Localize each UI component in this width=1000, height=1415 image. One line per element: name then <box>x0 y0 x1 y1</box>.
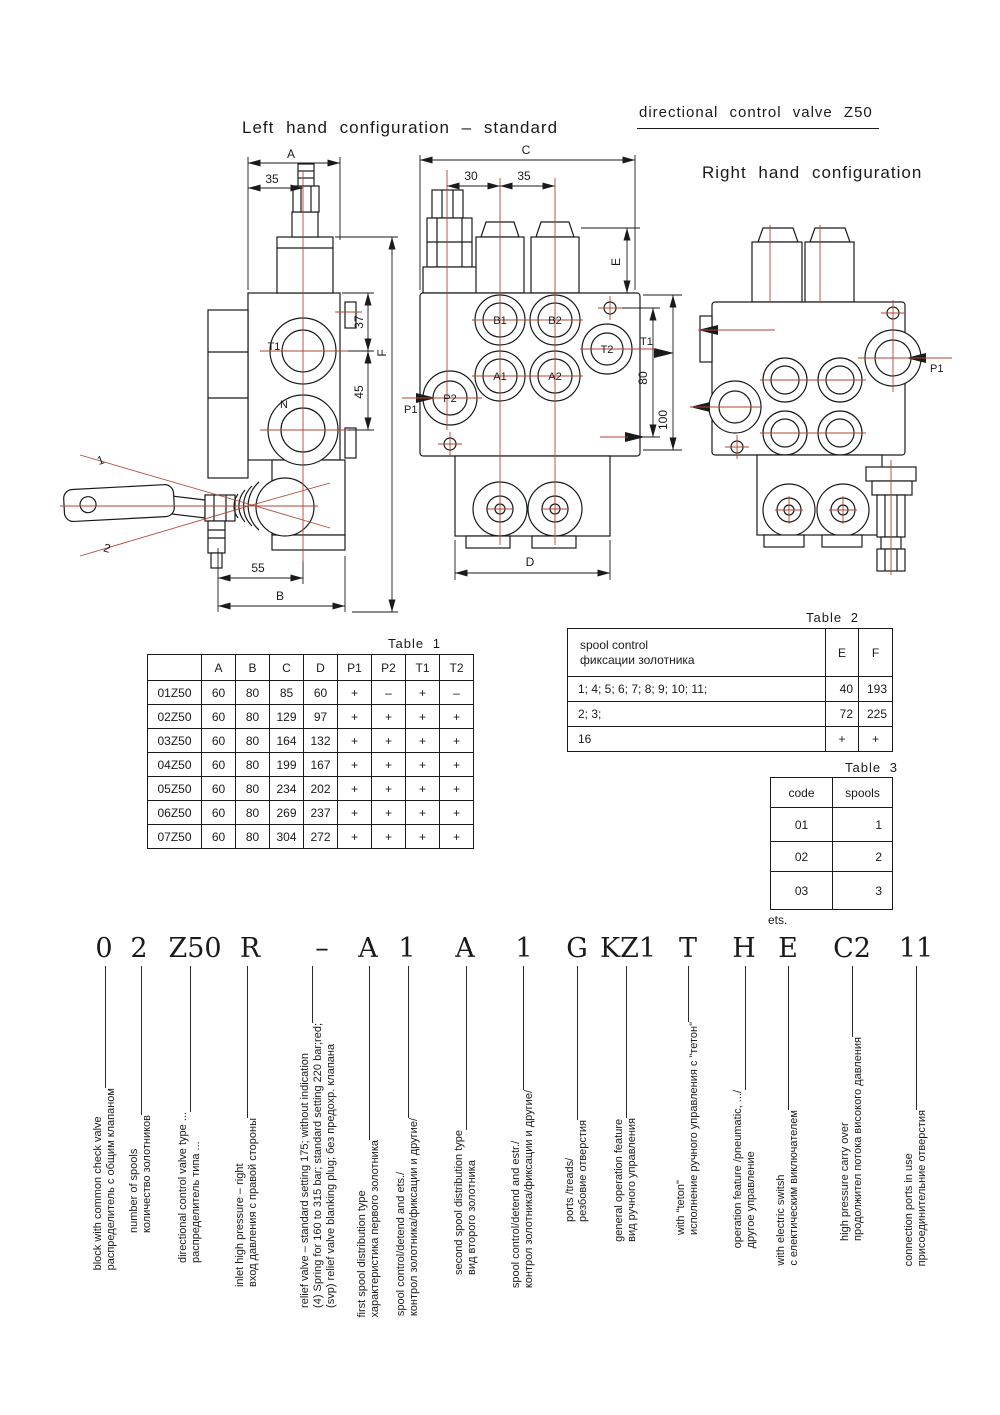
code-segment-4-char: – <box>315 933 329 964</box>
right-label-p1: P1 <box>930 363 944 375</box>
lever-pos2-label: 2 <box>101 540 113 556</box>
table-row: 05Z50 60 80 234 202 + + + + <box>148 777 474 801</box>
middle-valve-drawing <box>402 143 682 580</box>
code-segment-8-label: spool control/detend and estr./ контрол золотника/фиксации и другие/ <box>510 1090 535 1289</box>
t2-header-line1: spool control <box>580 637 649 652</box>
port-t1-label: T1 <box>267 341 281 353</box>
table-row: 03Z50 60 80 164 132 + + + + <box>148 729 474 753</box>
port-a2-label: A2 <box>548 371 562 383</box>
code-segment-12-line <box>745 966 746 1090</box>
code-segment-8-char: 1 <box>515 933 533 964</box>
code-segment-3-line <box>247 966 248 1118</box>
t1-h0 <box>148 655 202 681</box>
right-configuration-title: Right hand configuration <box>702 163 923 182</box>
code-segment-10-char: KZ1 <box>599 933 657 964</box>
spool-code-table <box>770 777 893 910</box>
dim-35b-label: 35 <box>517 169 531 183</box>
t3-h-code: code <box>771 778 833 808</box>
code-segment-11-label: with "teton" исполнение ручного управления с "тетон" <box>675 1022 700 1236</box>
t1-h2: B <box>236 655 270 681</box>
dim-c-label: C <box>521 143 531 157</box>
port-n-label: N <box>280 399 288 411</box>
code-segment-2-label: directional control valve type ... распределитель типа ... <box>177 1112 202 1264</box>
t1-h1: A <box>202 655 236 681</box>
port-b2-label: B2 <box>548 315 562 327</box>
port-b1-label: B1 <box>493 315 507 327</box>
t1-h4: D <box>304 655 338 681</box>
lever-pos1-label: 1 <box>95 452 107 468</box>
code-segment-7-line <box>466 966 467 1130</box>
table2-caption: Table 2 <box>806 610 859 625</box>
table-row: 1; 4; 5; 6; 7; 8; 9; 10; 11; 40 193 <box>568 677 893 702</box>
code-segment-8-line <box>523 966 524 1090</box>
t2-header-main <box>568 629 826 677</box>
table-row: 2; 3; 72 225 <box>568 702 893 727</box>
dim-55-label: 55 <box>251 561 265 575</box>
code-segment-7-char: A <box>455 933 475 964</box>
code-segment-3-char: R <box>239 933 261 964</box>
code-segment-4-label: relief valve – standard setting 175; without indication (4) Spring for 160 to 315 bar; standard setting 220 bar;red; (svp) relief valve blanking plug; без предохр. клапана <box>299 1023 337 1308</box>
code-segment-14-label: high pressure carry over продолжител потока високого давления <box>839 1037 864 1241</box>
t1-flow-arrow <box>654 348 674 358</box>
table-row: 04Z50 60 80 199 167 + + + + <box>148 753 474 777</box>
port-p2-label: P2 <box>443 393 457 405</box>
dim-f-label: F <box>375 349 389 357</box>
right-valve-drawing <box>690 225 952 575</box>
table-row <box>148 655 474 681</box>
code-segment-9-line <box>577 966 578 1120</box>
code-segment-1-line <box>141 966 142 1115</box>
t2-header-line2: фиксации золотника <box>580 652 695 667</box>
table-row: 06Z50 60 80 269 237 + + + + <box>148 801 474 825</box>
t1-h8: T2 <box>440 655 474 681</box>
code-segment-1-char: 2 <box>130 933 148 964</box>
code-segment-11-line <box>688 966 689 1022</box>
code-segment-12-label: operation feature /pneumatic, .../ другое управление <box>732 1090 757 1249</box>
control-lever <box>63 478 314 568</box>
valve-drawings <box>0 0 1000 650</box>
code-segment-12-char: H <box>732 933 756 964</box>
spool-control-table <box>567 628 893 752</box>
code-segment-15-line <box>916 966 917 1110</box>
code-segment-14-line <box>852 966 853 1037</box>
code-segment-14-char: C2 <box>833 933 871 964</box>
code-segment-4-line <box>312 966 313 1023</box>
dim-45-label: 45 <box>352 385 366 399</box>
t1-h5: P1 <box>338 655 372 681</box>
code-segment-15-char: 11 <box>898 933 934 964</box>
t1-h6: P2 <box>372 655 406 681</box>
t2-col-e: E <box>826 629 859 677</box>
left-configuration-title: Left hand configuration – standard <box>242 118 559 137</box>
t1-h7: T1 <box>406 655 440 681</box>
code-segment-5-label: first spool distribution type характеристика первого золотника <box>356 1140 381 1318</box>
code-segment-0-label: block with common check valve распределитель с общим клапаном <box>92 1088 117 1271</box>
table-row: 02Z50 60 80 129 97 + + + + <box>148 705 474 729</box>
table-row: 07Z50 60 80 304 272 + + + + <box>148 825 474 849</box>
dim-80-label: 80 <box>636 371 650 385</box>
code-segment-2-line <box>190 966 191 1112</box>
code-segment-6-line <box>408 966 409 1118</box>
code-segment-9-char: G <box>566 933 588 964</box>
table3-caption: Table 3 <box>845 760 898 775</box>
port-t2-label: T2 <box>600 344 614 356</box>
code-segment-11-char: T <box>678 933 697 964</box>
port-a1-label: A1 <box>493 371 507 383</box>
code-segment-15-label: connection ports in use присоединительние отверстия <box>903 1110 928 1267</box>
table-row <box>568 629 893 677</box>
left-valve-drawing <box>60 147 398 612</box>
code-segment-2-char: Z50 <box>168 933 222 964</box>
code-segment-1-label: number of spools количество золотников <box>128 1115 153 1234</box>
code-segment-13-label: with electric switsh с електическим виключателем <box>775 1110 800 1266</box>
code-segment-6-label: spool control/detend and ets./ контрол золотника/фиксации и другие/ <box>395 1118 420 1317</box>
table-row: 01Z50 60 80 85 60 + – + – <box>148 681 474 705</box>
table-row: 16 + + <box>568 727 893 752</box>
dim-30-label: 30 <box>464 169 478 183</box>
t2-col-f: F <box>859 629 893 677</box>
dim-e-label: E <box>609 257 623 267</box>
dimension-table <box>147 654 474 849</box>
dim-100-label: 100 <box>656 409 670 431</box>
code-segment-0-line <box>105 966 106 1088</box>
code-segment-13-char: E <box>778 933 798 964</box>
code-segment-5-char: A <box>358 933 378 964</box>
t1-h3: C <box>270 655 304 681</box>
dim-a-label: A <box>286 147 296 161</box>
label-t1: T1 <box>640 336 653 348</box>
code-segment-6-char: 1 <box>398 933 416 964</box>
table-row <box>771 778 893 808</box>
code-segment-3-label: inlet high pressure – right вход давления с правой стороны <box>234 1118 259 1288</box>
code-segment-10-line <box>626 966 627 1118</box>
dim-37-label: 37 <box>352 315 366 329</box>
table1-caption: Table 1 <box>388 636 441 651</box>
dim-35-label: 35 <box>265 172 279 186</box>
table-row: 02 2 <box>771 842 893 872</box>
table-row: 03 3 <box>771 872 893 910</box>
code-segment-10-label: general operation feature вид ручного управления <box>613 1118 638 1242</box>
code-segment-9-label: ports /treads/ резбовие отверстия <box>564 1120 589 1223</box>
table-row: 01 1 <box>771 808 893 842</box>
dim-d-label: D <box>525 555 535 569</box>
code-segment-7-label: second spool distribution type вид второго золотника <box>453 1130 478 1275</box>
code-segment-5-line <box>369 966 370 1140</box>
t3-h-spools: spools <box>833 778 893 808</box>
dim-b-label: B <box>275 589 285 603</box>
page-title: directional control valve Z50 <box>637 104 879 129</box>
table3-footer: ets. <box>768 913 788 927</box>
label-p1: P1 <box>404 404 418 416</box>
code-segment-13-line <box>788 966 789 1110</box>
code-segment-0-char: 0 <box>95 933 113 964</box>
